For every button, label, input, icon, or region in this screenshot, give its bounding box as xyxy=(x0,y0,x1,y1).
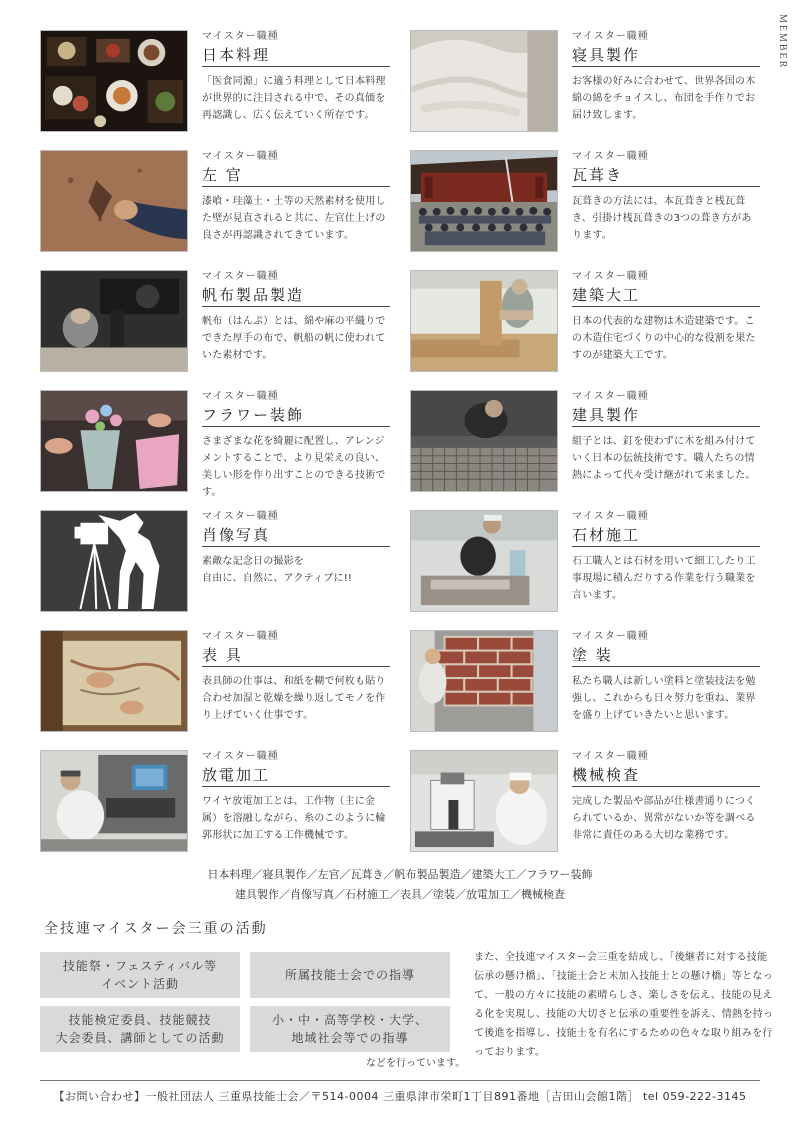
trade-list-line-1: 日本料理／寝具製作／左官／瓦葺き／帆布製品製造／建築大工／フラワー装飾 xyxy=(207,868,593,881)
member-description: 瓦葺きの方法には、本瓦葺きと桟瓦葺き、引掛け桟瓦葺きの3つの葺き方があります。 xyxy=(572,196,752,241)
member-category: マイスター職種 xyxy=(202,151,279,162)
canvas-sewing-photo xyxy=(40,270,188,372)
contact-info: 【お問い合わせ】一般社団法人 三重県技能士会／〒514-0004 三重県津市栄町1丁目891番地［吉田山会館1階］ tel 059-222-3145 xyxy=(53,1090,747,1103)
member-category: マイスター職種 xyxy=(572,31,649,42)
member-category: マイスター職種 xyxy=(202,631,279,642)
member-card-painting xyxy=(410,630,760,734)
member-description: 組子とは、釘を使わずに木を組み付けていく日本の伝統技術です。職人たちの情熱によって代々受け継がれて来ました。 xyxy=(572,436,756,481)
member-category: マイスター職種 xyxy=(202,271,279,282)
member-card-portrait-photo xyxy=(40,510,390,614)
member-trade-name: 日本料理 xyxy=(202,44,390,67)
member-trade-name: フラワー装飾 xyxy=(202,404,390,427)
machine-inspection-photo xyxy=(410,750,558,852)
member-category: マイスター職種 xyxy=(572,151,649,162)
stonework-photo xyxy=(410,510,558,612)
trade-list-line-2: 建具製作／肖像写真／石材施工／表具／塗装／放電加工／機械検査 xyxy=(235,888,565,901)
member-trade-name: 石材施工 xyxy=(572,524,760,547)
member-side-label: MEMBER xyxy=(777,14,788,70)
contact-divider xyxy=(40,1080,760,1081)
activities-description: また、全技連マイスター会三重を結成し、「後継者に対する技能伝承の懸け橋」、「技能士会と未加入技能士との懸け橋」等となって、一般の方々に技能の素晴らしさ、楽しさを伝え、技能の見える化を実現し、技能の大切さと伝承の重要性を訴え、情熱を持って後進を指導し、技能士を有名にするための色々な取り組みを行っております。 xyxy=(474,952,774,1058)
member-description: 私たち職人は新しい塗料と塗装技法を勉強し、これからも日々努力を重ね、業界を盛り上げていきたいと思います。 xyxy=(572,676,756,721)
member-description: 素敵な記念日の撮影を 自由に、自然に、アクティブに!! xyxy=(202,556,353,584)
member-description: 完成した製品や部品が仕様書通りにつくられているか、異常がないか等を調べる非常に責任のある大切な業務です。 xyxy=(572,796,756,841)
member-category: マイスター職種 xyxy=(202,391,279,402)
kumiko-woodwork-photo xyxy=(410,390,558,492)
plastering-photo xyxy=(40,150,188,252)
member-card-flower-decoration xyxy=(40,390,390,498)
member-description: 帆布（はんぷ）とは、綿や麻の平織りでできた厚手の布で、帆船の帆に使われていた素材です。 xyxy=(202,316,386,361)
member-description: お客様の好みに合わせて、世界各国の木綿の綿をチョイスし、布団を手作りでお届け致します。 xyxy=(572,76,756,121)
member-category: マイスター職種 xyxy=(202,511,279,522)
member-category: マイスター職種 xyxy=(572,511,649,522)
activity-box-school-community: 小・中・高等学校・大学、 地域社会等での指導 xyxy=(250,1006,450,1052)
member-category: マイスター職種 xyxy=(202,31,279,42)
member-trade-name: 建具製作 xyxy=(572,404,760,427)
member-description: 石工職人とは石材を用いて細工したり工事現場に積んだりする作業を行う職業を言います。 xyxy=(572,556,756,601)
member-card-fittings xyxy=(410,390,760,494)
member-category: マイスター職種 xyxy=(572,751,649,762)
activities-title: 全技連マイスター会三重の活動 xyxy=(44,921,268,937)
bedding-photo xyxy=(410,30,558,132)
roof-tiling-group-photo xyxy=(410,150,558,252)
member-trade-name: 左 官 xyxy=(202,164,390,187)
flower-arrangement-photo xyxy=(40,390,188,492)
member-trade-name: 寝具製作 xyxy=(572,44,760,67)
carpentry-photo xyxy=(410,270,558,372)
member-description: さまざまな花を綺麗に配置し、アレンジメントすることで、より見栄えの良い、美しい形を作り出すことのできる技術です。 xyxy=(202,436,386,498)
member-card-edm xyxy=(40,750,390,854)
member-trade-name: 瓦葺き xyxy=(572,164,760,187)
member-trade-name: 塗 装 xyxy=(572,644,760,667)
member-description: 「医食同源」に適う料理として日本料理が世界的に注目される中で、その真価を再認識し、広く伝えていく所存です。 xyxy=(202,76,386,121)
member-trade-name: 放電加工 xyxy=(202,764,390,787)
activity-box-guild-instruction: 所属技能士会での指導 xyxy=(250,952,450,998)
member-card-roof-tiling xyxy=(410,150,760,254)
member-card-canvas-products xyxy=(40,270,390,374)
member-card-plastering xyxy=(40,150,390,254)
activity-box-examiner-lecturer: 技能検定委員、技能競技 大会委員、講師としての活動 xyxy=(40,1006,240,1052)
member-category: マイスター職種 xyxy=(572,391,649,402)
edm-machine-photo xyxy=(40,750,188,852)
photographer-silhouette-image xyxy=(40,510,188,612)
member-trade-name: 帆布製品製造 xyxy=(202,284,390,307)
member-trade-name: 肖像写真 xyxy=(202,524,390,547)
member-trade-name: 建築大工 xyxy=(572,284,760,307)
member-card-machine-inspection xyxy=(410,750,760,854)
member-description: 表具師の仕事は、和紙を糊で何枚も貼り合わせ加湿と乾燥を繰り返してモノを作り上げていく仕事です。 xyxy=(202,676,386,721)
member-trade-name: 表 具 xyxy=(202,644,390,667)
member-category: マイスター職種 xyxy=(202,751,279,762)
member-trade-name: 機械検査 xyxy=(572,764,760,787)
member-category: マイスター職種 xyxy=(572,271,649,282)
mounting-work-photo xyxy=(40,630,188,732)
activity-box-events: 技能祭・フェスティバル等 イベント活動 xyxy=(40,952,240,998)
painting-work-photo xyxy=(410,630,558,732)
member-description: ワイヤ放電加工とは、工作物（主に金属）を溶融しながら、糸のこのように輪郭形状に加工する工作機械です。 xyxy=(202,796,386,841)
member-card-japanese-cuisine xyxy=(40,30,390,134)
member-description: 漆喰・珪藻土・土等の天然素材を使用した壁が見直されると共に、左官仕上げの良さが再認識されてきています。 xyxy=(202,196,386,241)
member-card-bedding xyxy=(410,30,760,134)
member-card-carpentry xyxy=(410,270,760,374)
member-category: マイスター職種 xyxy=(572,631,649,642)
member-description: 日本の代表的な建物は木造建築です。この木造住宅づくりの中心的な役割を果たすのが建築大工です。 xyxy=(572,316,756,361)
member-card-stonework xyxy=(410,510,760,614)
member-card-mounting xyxy=(40,630,390,734)
japanese-cuisine-photo xyxy=(40,30,188,132)
activities-note: などを行っています。 xyxy=(366,1058,466,1069)
